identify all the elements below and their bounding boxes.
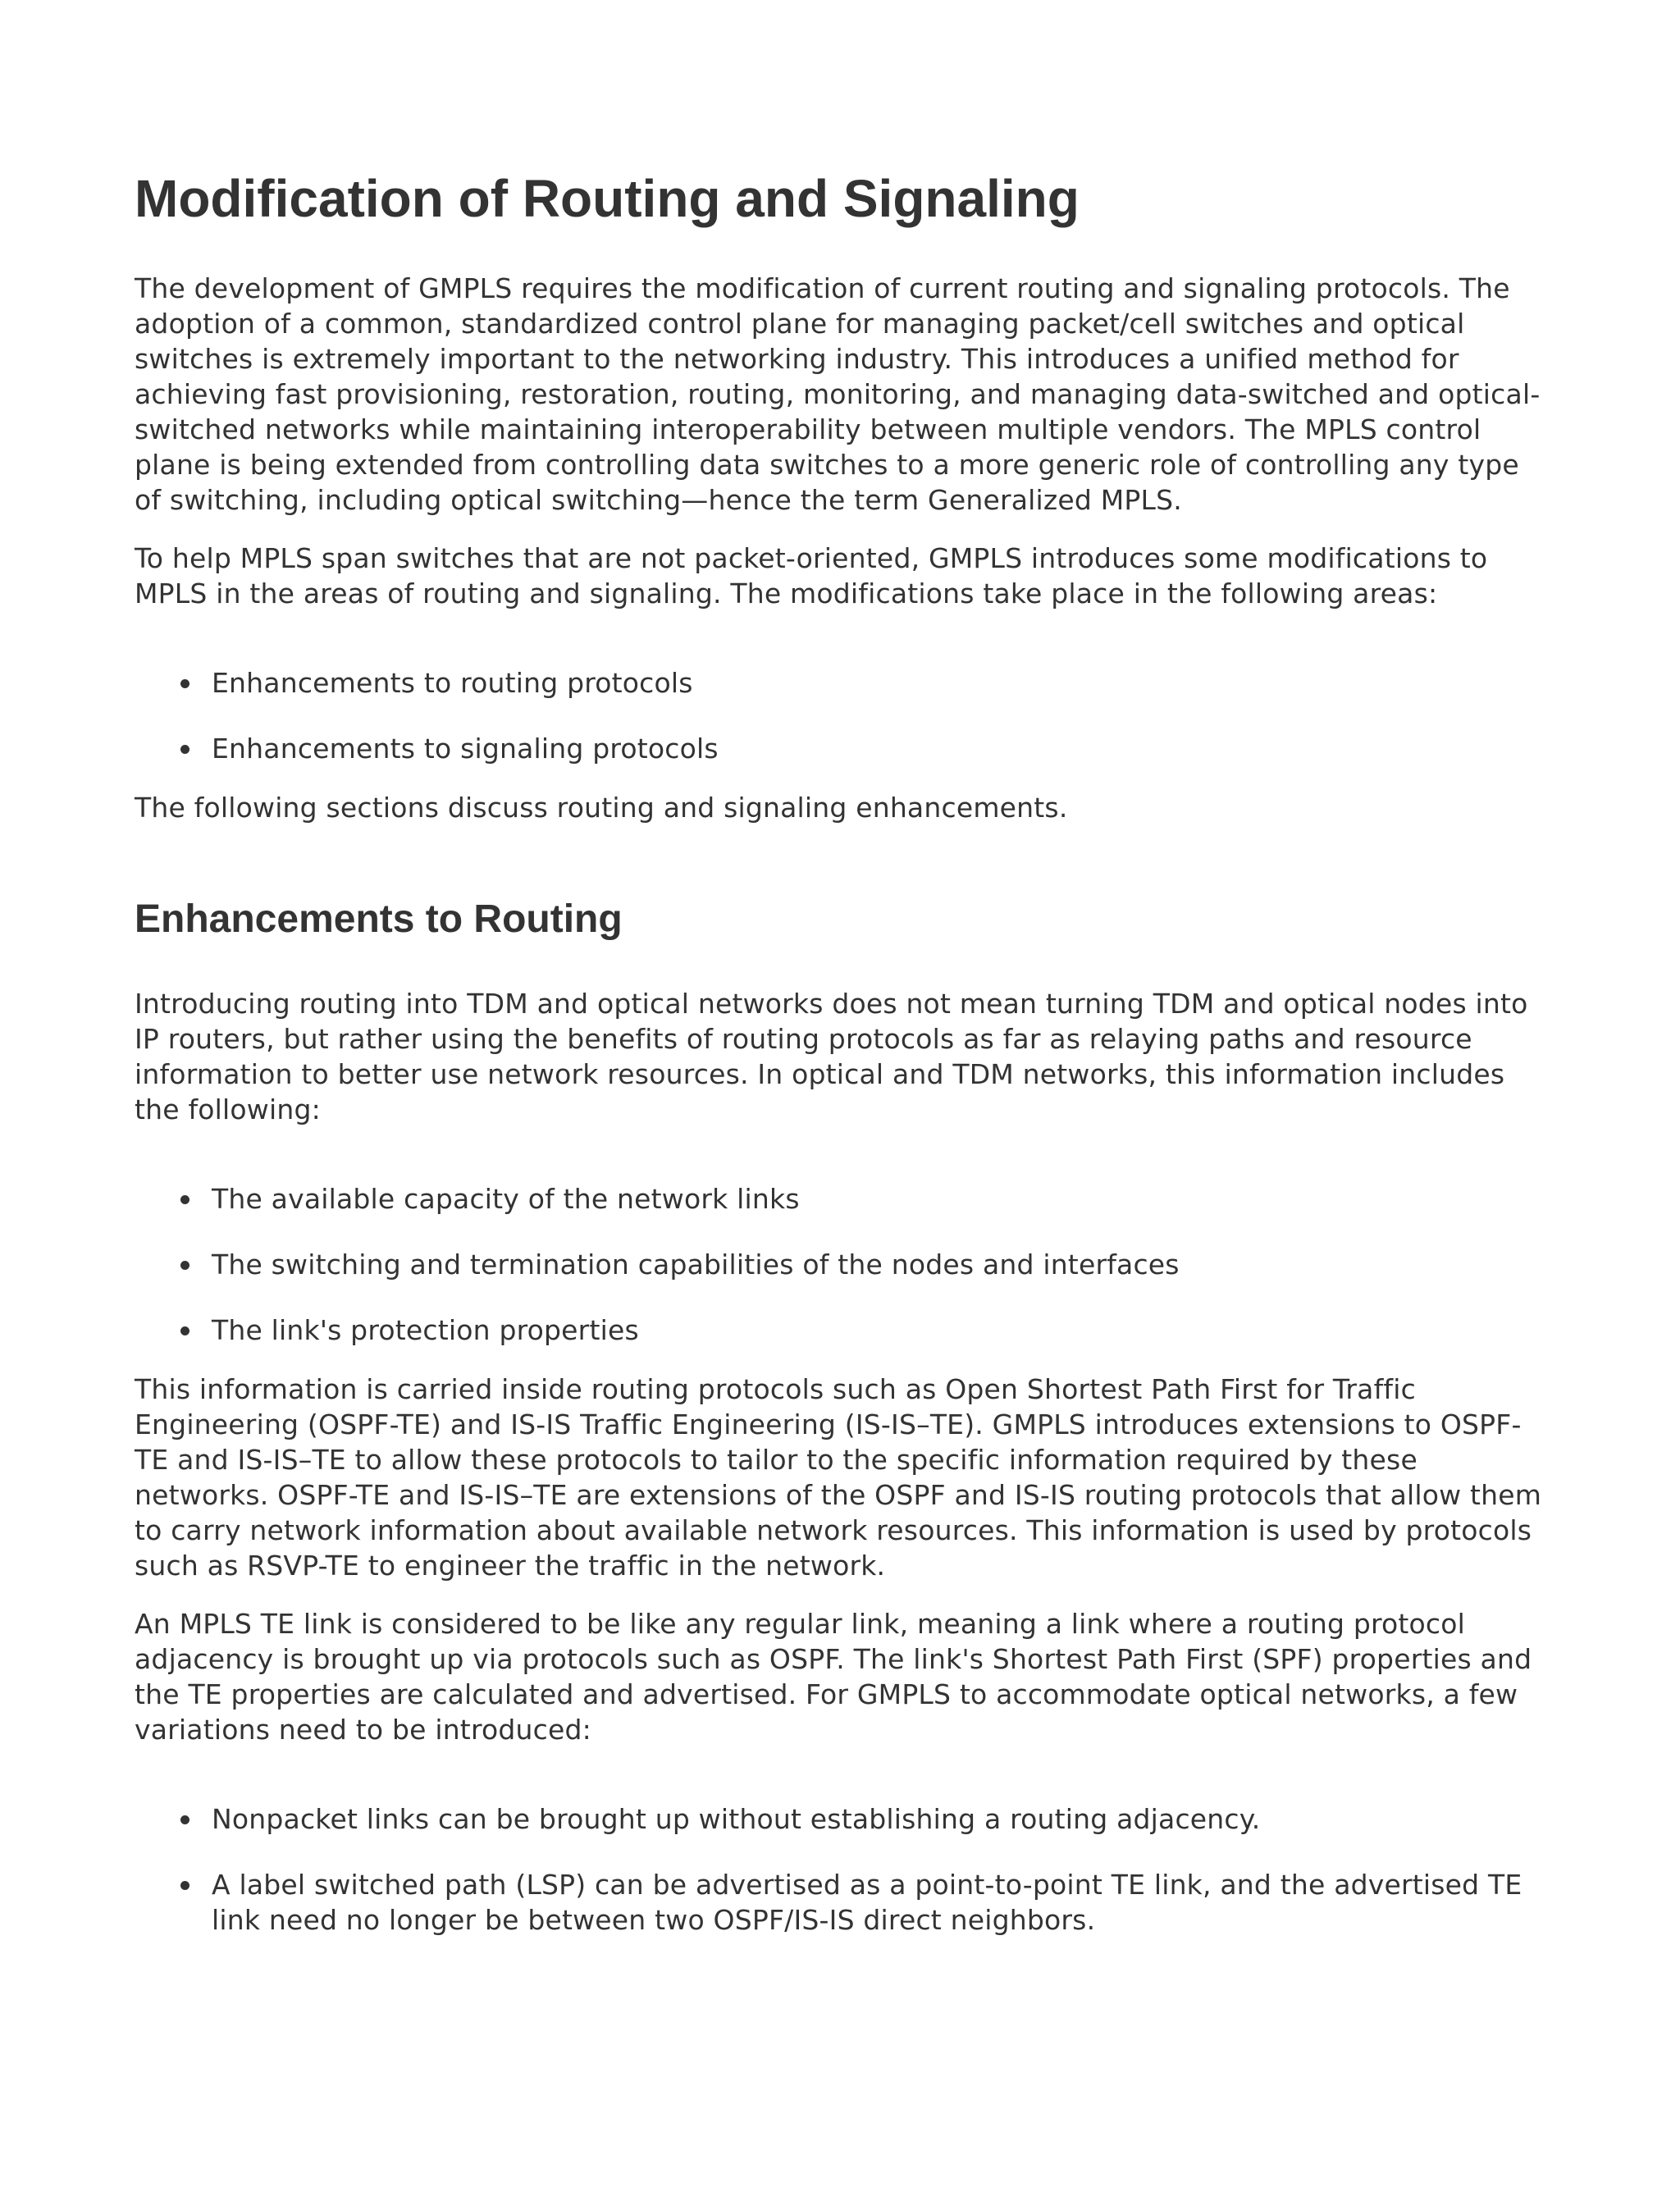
gmpls-variations-list (135, 1801, 1545, 1938)
bullet-icon (180, 1195, 189, 1204)
list-item-text: The available capacity of the network links (212, 1183, 800, 1215)
list-item (135, 665, 1545, 701)
list-item (135, 731, 1545, 766)
page-title: Modification of Routing and Signaling (135, 169, 1080, 228)
list-item (135, 1867, 1545, 1938)
bullet-icon (180, 745, 189, 754)
routing-paragraph-1: Introducing routing into TDM and optical networks does not mean turning TDM and optical nodes into IP routers, but rather using the benefits of routing protocols as far as relaying paths and resource information to better use network resources. In optical and TDM networks, this information includes the following: (135, 988, 1528, 1125)
list-item-text: A label switched path (LSP) can be advertised as a point-to-point TE link, and the advertised TE link need no longer be between two OSPF/IS-IS direct neighbors. (212, 1869, 1522, 1936)
bullet-icon (180, 679, 189, 688)
intro-paragraph-3: The following sections discuss routing and signaling enhancements. (135, 792, 1068, 824)
list-item-text: Enhancements to signaling protocols (212, 733, 719, 765)
list-item (135, 1247, 1545, 1282)
routing-info-list (135, 1181, 1545, 1348)
intro-paragraph-1: The development of GMPLS requires the modification of current routing and signaling protocols. The adoption of a common, standardized control plane for managing packet/cell switches and optical switches is extremely important to the networking industry. This introduces a unified method for achieving fast provisioning, restoration, routing, monitoring, and managing data-switched and optical-switched networks while maintaining interoperability between multiple vendors. The MPLS control plane is being extended from controlling data switches to a more generic role of controlling any type of switching, including optical switching—hence the term Generalized MPLS. (135, 272, 1541, 516)
bullet-icon (180, 1261, 189, 1270)
list-item (135, 1181, 1545, 1217)
list-item (135, 1312, 1545, 1348)
intro-list (135, 665, 1545, 766)
routing-paragraph-2: This information is carried inside routing protocols such as Open Shortest Path First for Traffic Engineering (OSPF-TE) and IS-IS Traffic Engineering (IS-IS–TE). GMPLS introduces extensions to OSPF-TE and IS-IS–TE to allow these protocols to tailor to the specific information required by these networks. OSPF-TE and IS-IS–TE are extensions of the OSPF and IS-IS routing protocols that allow them to carry network information about available network resources. This information is used by protocols such as RSVP-TE to engineer the traffic in the network. (135, 1373, 1542, 1582)
list-item-text: The link's protection properties (212, 1314, 639, 1346)
list-item-text: Enhancements to routing protocols (212, 667, 693, 699)
section-heading-routing: Enhancements to Routing (135, 897, 623, 941)
list-item-text: Nonpacket links can be brought up without establishing a routing adjacency. (212, 1803, 1261, 1835)
bullet-icon (180, 1881, 189, 1890)
intro-paragraph-2: To help MPLS span switches that are not packet-oriented, GMPLS introduces some modifications to MPLS in the areas of routing and signaling. The modifications take place in the following areas: (135, 542, 1488, 609)
list-item (135, 1801, 1545, 1837)
bullet-icon (180, 1815, 189, 1824)
routing-paragraph-3: An MPLS TE link is considered to be like any regular link, meaning a link where a routing protocol adjacency is brought up via protocols such as OSPF. The link's Shortest Path First (SPF) properties and the TE properties are calculated and advertised. For GMPLS to accommodate optical networks, a few variations need to be introduced: (135, 1608, 1532, 1746)
document-page (135, 167, 1545, 1968)
bullet-icon (180, 1326, 189, 1335)
list-item-text: The switching and termination capabilities of the nodes and interfaces (212, 1249, 1180, 1281)
